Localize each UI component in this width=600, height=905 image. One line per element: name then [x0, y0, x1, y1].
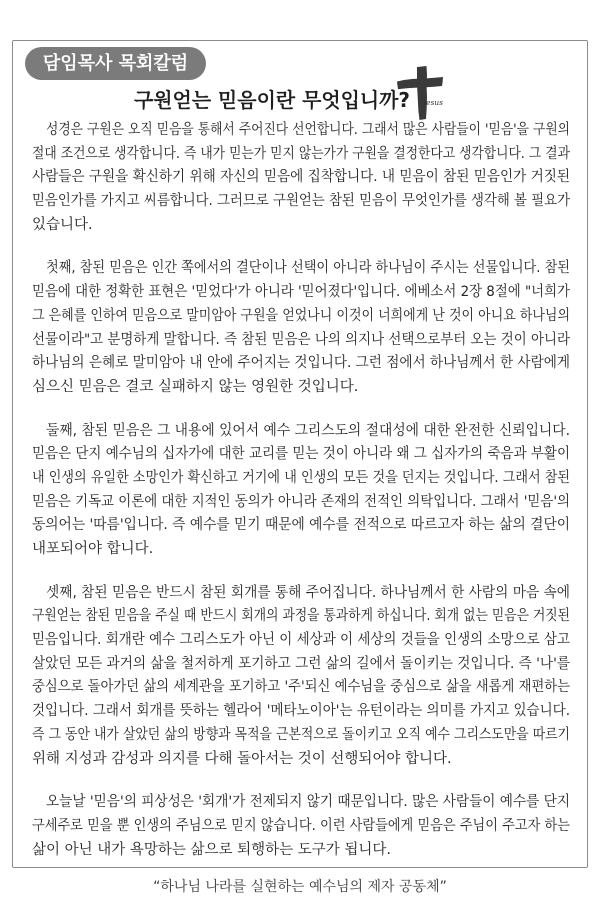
- body-line: [32, 815, 570, 839]
- body-line-text: 사람들은 구원을 확신하기 위해 자신의 믿음에 집착합니다. 내 믿음이 참된 믿음인가 거짓된: [32, 169, 570, 186]
- body-line: [32, 119, 570, 143]
- body-line: [32, 676, 570, 700]
- body-line: [32, 166, 570, 190]
- body-line-text: 셋째, 참된 믿음은 반드시 참된 회개를 통해 주어집니다. 하나님께서 한 사람의 마음 속에: [46, 584, 570, 601]
- body-line: [32, 653, 570, 677]
- cross-logo-icon: [396, 66, 444, 120]
- body-line-text: 첫째, 참된 믿음은 인간 쪽에서의 결단이나 선택이 아니라 하나님이 주시는 선물입니다. 참된: [46, 260, 570, 277]
- paragraph-conclusion: [32, 791, 570, 862]
- column-title: [134, 86, 410, 114]
- body-line: [32, 538, 570, 562]
- cross-horizontal-bar: [397, 77, 443, 89]
- body-line-text: 구세주로 믿을 뿐 인생의 주님으로 믿지 않습니다. 이런 사람들에게 믿음은 주님이 주고자 하는: [32, 817, 570, 834]
- body-line-text: 둘째, 참된 믿음은 그 내용에 있어서 예수 그리스도의 절대성에 대한 완전한 신뢰입니다.: [46, 422, 570, 439]
- body-line-text: 내 인생의 유일한 소망인가 확신하고 거기에 내 인생의 모든 것을 던지는 것입니다. 그래서 참된: [32, 469, 570, 486]
- body-line: [32, 605, 570, 629]
- cross-vertical-bar: [417, 66, 427, 120]
- jesus-logo-text: Jesus: [423, 98, 443, 107]
- body-line-text: 성경은 구원은 오직 믿음을 통해서 주어진다 선언합니다. 그래서 많은 사람들이 '믿음'을 구원의: [46, 122, 570, 138]
- body-line: [32, 352, 570, 376]
- body-line: [32, 791, 570, 815]
- body-line-text: 즉 그 동안 내가 살았던 삶의 방향과 목적을 근본적으로 돌이키고 오직 예수 그리스도만을 따르기: [32, 726, 570, 743]
- body-line: [32, 257, 570, 281]
- body-line: [32, 281, 570, 305]
- body-line: [32, 467, 570, 491]
- church-motto-text: “하나님 나라를 실현하는 예수님의 제자 공동체”: [153, 879, 447, 895]
- body-line-text: 믿음인가를 가지고 씨름합니다. 그러므로 구원얻는 참된 믿음이 무엇인가를 생각해 볼 필요가: [32, 193, 570, 210]
- paragraph-second-point: [32, 420, 570, 562]
- paragraph-third-point: [32, 582, 570, 772]
- body-line: [32, 491, 570, 515]
- body-line-text: 믿음에 대한 정확한 표현은 '믿었다'가 아니라 '믿어졌다'입니다. 에베소서 2장 8절에 "너희가: [32, 284, 570, 301]
- paragraph-first-point: [32, 257, 570, 399]
- column-category-badge: [25, 47, 206, 80]
- body-line-text: 있습니다.: [32, 216, 93, 233]
- body-line: [32, 724, 570, 748]
- body-line: [32, 214, 570, 238]
- body-line-text: 위해 지성과 감성과 의지를 다해 돌아서는 것이 선행되어야 합니다.: [32, 750, 452, 767]
- body-line: [32, 143, 570, 167]
- body-line: [32, 839, 570, 863]
- body-line-text: 동의어는 '따름'입니다. 즉 예수를 믿기 때문에 예수를 전적으로 따르고자 하는 삶의 결단이: [32, 517, 570, 534]
- body-line-text: 구원얻는 참된 믿음을 주실 때 반드시 회개의 과정을 통과하게 하십니다. 회개 없는 믿음은 거짓된: [32, 608, 570, 625]
- body-line-text: 것입니다. 그래서 회개를 뜻하는 헬라어 '메타노이아'는 유턴이라는 의미를 가지고 있습니다.: [32, 703, 570, 720]
- body-line: [32, 443, 570, 467]
- body-line-text: 내포되어야 합니다.: [32, 541, 154, 557]
- column-title-text: 구원얻는 믿음이란 무엇입니까?: [134, 88, 410, 112]
- body-line-text: 하나님의 은혜로 말미암아 내 안에 주어지는 것입니다. 그런 점에서 하나님께서 한 사람에게: [32, 355, 570, 372]
- body-line: [32, 305, 570, 329]
- body-line-text: 중심으로 돌아가던 삶의 세계관을 포기하고 '주'되신 예수님을 중심으로 삶을 새롭게 재편하는: [32, 679, 570, 696]
- body-line: [32, 514, 570, 538]
- column-body: [32, 119, 570, 862]
- body-line-text: 믿음은 단지 예수님의 십자가에 대한 교리를 믿는 것이 아니라 왜 그 십자가의 죽음과 부활이: [32, 446, 570, 463]
- body-line: [32, 420, 570, 444]
- body-line-text: 그 은혜를 인하여 믿음으로 말미암아 구원을 얻었나니 이것이 너희에게 난 것이 아니요 하나님의: [32, 307, 570, 324]
- body-line: [32, 629, 570, 653]
- body-line: [32, 748, 570, 772]
- body-line-text: 절대 조건으로 생각합니다. 즉 내가 믿는가 믿지 않는가가 구원을 결정한다고 생각합니다. 그 결과: [32, 145, 570, 162]
- body-line-text: 믿음입니다. 회개란 예수 그리스도가 아닌 이 세상과 이 세상의 것들을 인생의 소망으로 삼고: [32, 632, 570, 649]
- body-line-text: 믿음은 기독교 이론에 대한 지적인 동의가 아니라 존재의 전적인 의탁입니다. 그래서 '믿음'의: [32, 493, 570, 510]
- body-line: [32, 190, 570, 214]
- body-line-text: 삶이 아닌 내가 욕망하는 삶으로 퇴행하는 도구가 됩니다.: [32, 841, 392, 858]
- column-category-label: 담임목사 목회칼럼: [42, 53, 189, 74]
- paragraph-intro: [32, 119, 570, 237]
- body-line-text: 오늘날 '믿음'의 피상성은 '회개'가 전제되지 않기 때문입니다. 많은 사람들이 예수를 단지: [46, 794, 570, 811]
- body-line-text: 선물이라"고 분명하게 말합니다. 즉 참된 믿음은 나의 의지나 선택으로부터 오는 것이 아니라: [32, 331, 570, 348]
- body-line: [32, 700, 570, 724]
- body-line: [32, 329, 570, 353]
- body-line: [32, 376, 570, 400]
- body-line-text: 살았던 모든 과거의 삶을 철저하게 포기하고 그런 삶의 길에서 돌이키는 것입니다. 즉 '나'를: [32, 655, 570, 672]
- body-line: [32, 582, 570, 606]
- body-line-text: 심으신 믿음은 결코 실패하지 않는 영원한 것입니다.: [32, 378, 359, 395]
- church-motto: [20, 878, 580, 896]
